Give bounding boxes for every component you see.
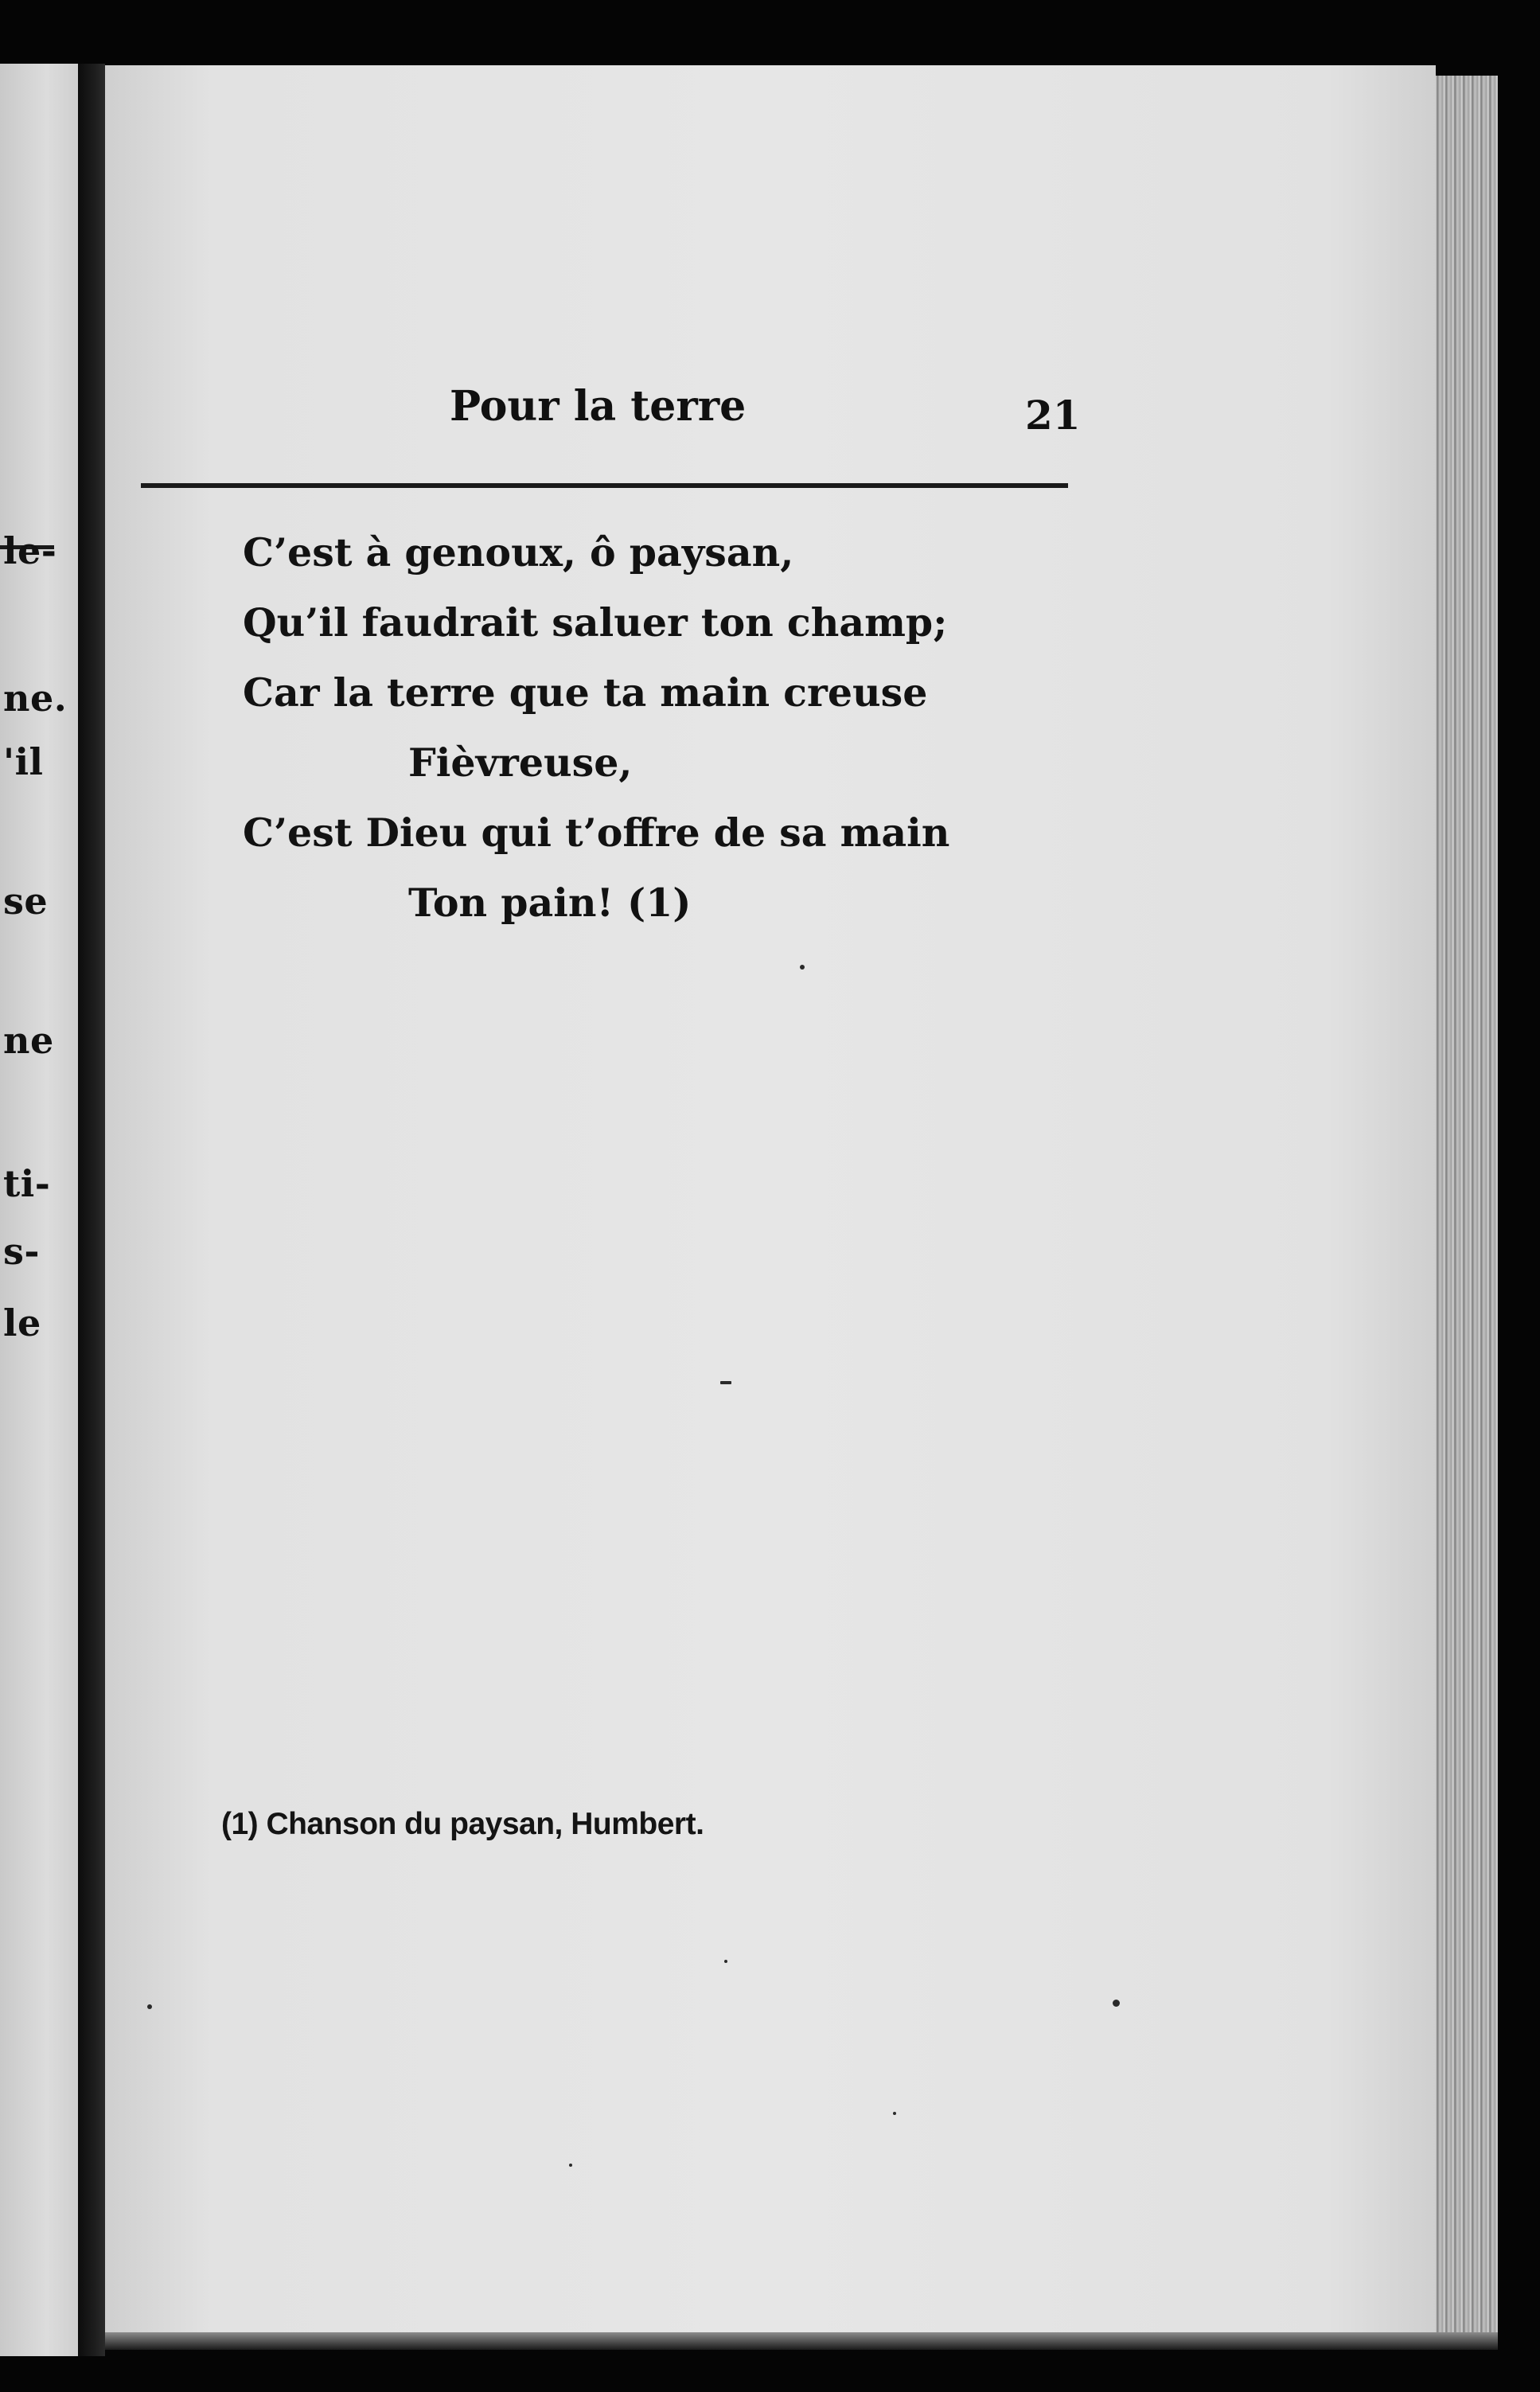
poem-line: C’est à genoux, ô paysan, [243,529,794,576]
left-facing-page [0,64,78,2356]
left-page-fragment: ne. [3,677,68,720]
poem-line: C’est Dieu qui t’offre de sa main [243,810,950,856]
poem-line: Qu’il faudrait saluer ton champ; [243,599,948,646]
scan-speck [720,1381,731,1384]
poem-line: Fièvreuse, [408,739,633,786]
book-gutter [78,64,105,2356]
poem-line: Car la terre que ta main creuse [243,669,928,716]
left-page-fragment: 'il [3,740,44,783]
left-page-fragment: ne [3,1019,54,1062]
left-page-fragment: s- [3,1230,40,1273]
footnote: (1) Chanson du paysan, Humbert. [221,1807,704,1841]
left-page-fragment: le [3,1301,41,1344]
scan-speck [800,965,805,970]
left-page-fragment: ti- [3,1162,51,1205]
left-page-fragment: se [3,880,49,923]
scan-speck [893,2112,896,2115]
poem-line: Ton pain! (1) [408,880,692,926]
left-page-fragment: le- [3,529,57,572]
scan-speck [147,2004,152,2009]
page-number: 21 [1025,392,1081,439]
right-page [105,65,1436,2342]
poem-stanza [243,517,949,938]
scan-speck [569,2164,572,2167]
running-title: Pour la terre [450,382,747,431]
header-rule [141,483,1068,488]
scan-speck [1113,2000,1120,2007]
page-bottom-shadow [105,2332,1498,2350]
scan-speck [724,1960,727,1963]
